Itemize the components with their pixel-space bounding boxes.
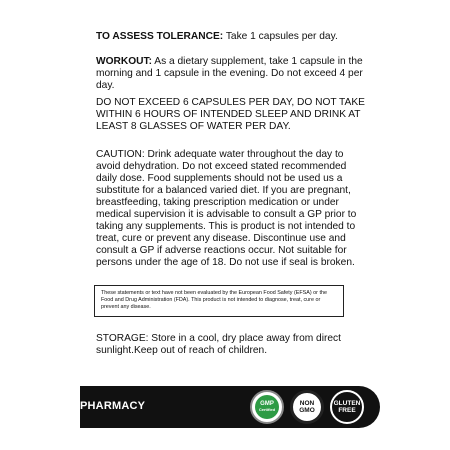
workout-paragraph — [96, 56, 366, 92]
tolerance-heading: TO ASSESS TOLERANCE: — [96, 31, 224, 42]
gmp-certified-badge-icon — [250, 390, 284, 424]
limits-paragraph: DO NOT EXCEED 6 CAPSULES PER DAY, DO NOT TAKE WITHIN 6 HOURS OF INTENDED SLEEP AND DRINK AT LEAST 8 GLASSES OF WATER PER DAY. — [96, 97, 365, 132]
tolerance-paragraph — [96, 31, 366, 43]
brand-name: PHARMACY — [80, 400, 146, 412]
workout-heading: WORKOUT: — [96, 56, 153, 67]
gmp-badge-bottom: Certified — [258, 407, 276, 412]
caution-paragraph: CAUTION: Drink adequate water throughout the day to avoid dehydration. Do not exceed stated recommended daily dose. Food supplements should not be used us a substitute for a balanced varied diet. If you are pregnant, breastfeeding, taking prescription medication or under medical supervision it is advisable to consult a GP prior to taking any supplements. This is product is not intended to treat, cure or prevent any disease. Discontinue use and consult a GP if adverse reactions occur. Not suitable for persons under the age of 18. Do not use if seal is broken. — [96, 149, 357, 268]
supplement-label — [80, 20, 380, 450]
gluten-badge-top: GLUTEN — [333, 400, 361, 407]
regulatory-notice-box: These statements or text have not been evaluated by the European Food Safety (EFSA) or the Food and Drug Administration (FDA). This product is not intended to diagnose, treat, cure or prevent any disease. — [94, 285, 344, 317]
workout-text: As a dietary supplement, take 1 capsule in the morning and 1 capsule in the evening. Do not exceed 4 per day. — [96, 56, 363, 91]
gluten-free-badge-icon — [330, 390, 364, 424]
non-gmo-badge-icon — [290, 390, 324, 424]
gluten-badge-bottom: FREE — [338, 407, 356, 414]
nongmo-badge-top: NON — [299, 400, 315, 407]
nongmo-badge-bottom: GMO — [299, 407, 315, 414]
gmp-badge-top: GMP — [260, 401, 274, 407]
tolerance-text: Take 1 capsules per day. — [223, 31, 338, 42]
storage-paragraph: STORAGE: Store in a cool, dry place away from direct sunlight.Keep out of reach of children. — [96, 333, 341, 356]
